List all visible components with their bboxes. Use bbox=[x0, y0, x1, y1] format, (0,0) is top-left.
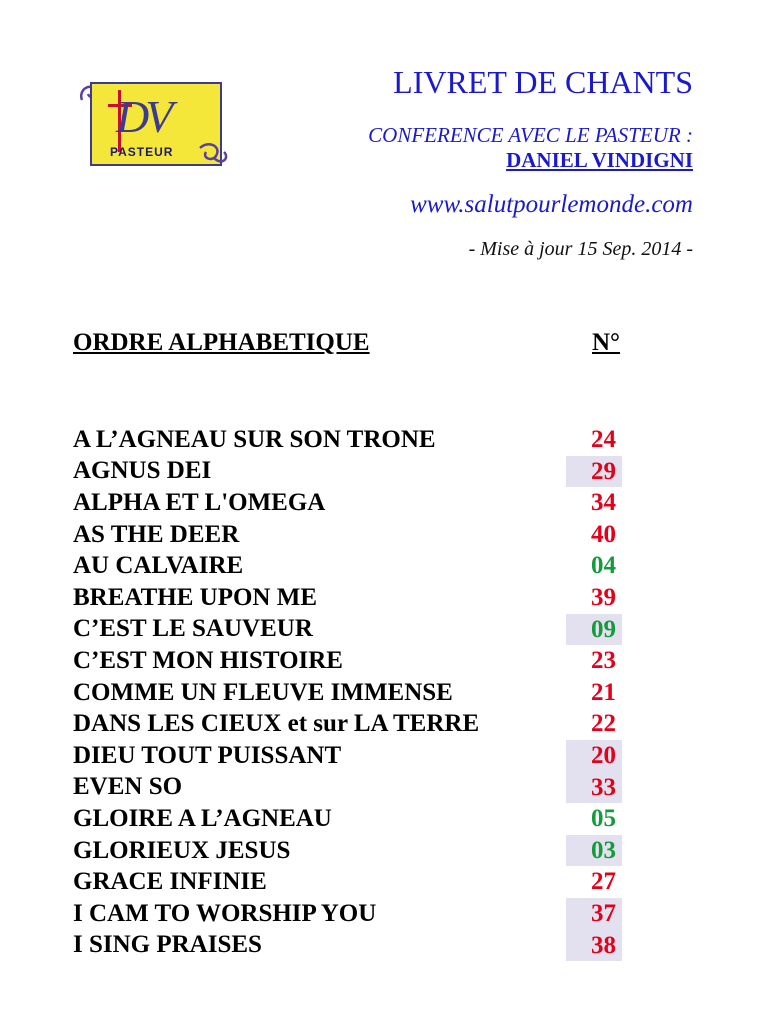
song-row bbox=[73, 487, 633, 519]
pastor-logo bbox=[76, 78, 232, 170]
song-row bbox=[73, 930, 633, 962]
song-title: AS THE DEER bbox=[73, 520, 240, 548]
booklet-title: LIVRET DE CHANTS bbox=[393, 64, 693, 100]
song-title: I SING PRAISES bbox=[73, 931, 262, 959]
song-number: 03 bbox=[566, 835, 622, 867]
song-title: C’EST MON HISTOIRE bbox=[73, 646, 343, 674]
song-number: 04 bbox=[591, 552, 616, 580]
song-title: DIEU TOUT PUISSANT bbox=[73, 741, 342, 769]
song-number: 22 bbox=[591, 710, 616, 738]
flourish-bottom-right-icon bbox=[192, 140, 232, 170]
song-number: 09 bbox=[566, 614, 622, 646]
song-title: BREATHE UPON ME bbox=[73, 583, 317, 611]
song-number: 24 bbox=[591, 426, 616, 453]
alphabetical-order-heading: ORDRE ALPHABETIQUE bbox=[73, 329, 370, 356]
song-title: GLOIRE A L’AGNEAU bbox=[73, 804, 332, 832]
song-title: C’EST LE SAUVEUR bbox=[73, 615, 313, 643]
song-number: 20 bbox=[566, 740, 622, 772]
song-index bbox=[73, 424, 633, 961]
song-number: 34 bbox=[591, 489, 616, 517]
song-row bbox=[73, 772, 633, 804]
song-title: AU CALVAIRE bbox=[73, 552, 244, 580]
song-row bbox=[73, 898, 633, 930]
song-title: AGNUS DEI bbox=[73, 457, 212, 485]
song-number: 37 bbox=[566, 898, 622, 930]
song-title: COMME UN FLEUVE IMMENSE bbox=[73, 678, 453, 706]
song-number: 39 bbox=[591, 583, 616, 611]
song-row bbox=[73, 424, 633, 456]
song-title: GLORIEUX JESUS bbox=[73, 836, 291, 864]
song-row bbox=[73, 803, 633, 835]
song-number: 29 bbox=[566, 456, 622, 488]
conference-subtitle: CONFERENCE AVEC LE PASTEUR : bbox=[368, 123, 693, 147]
song-row bbox=[73, 550, 633, 582]
update-date: - Mise à jour 15 Sep. 2014 - bbox=[468, 238, 693, 260]
speaker-name: DANIEL VINDIGNI bbox=[506, 148, 693, 172]
song-row bbox=[73, 866, 633, 898]
song-number: 21 bbox=[591, 678, 616, 706]
song-row bbox=[73, 835, 633, 867]
song-number: 40 bbox=[591, 520, 616, 548]
song-row bbox=[73, 740, 633, 772]
song-row bbox=[73, 519, 633, 551]
song-title: ALPHA ET L'OMEGA bbox=[73, 488, 326, 516]
logo-monogram: DV bbox=[116, 91, 170, 142]
song-number: 05 bbox=[591, 805, 616, 833]
song-row bbox=[73, 677, 633, 709]
website-link[interactable]: www.salutpourlemonde.com bbox=[410, 191, 693, 218]
song-row bbox=[73, 582, 633, 614]
song-title: GRACE INFINIE bbox=[73, 868, 267, 896]
song-row bbox=[73, 456, 633, 488]
song-title: DANS LES CIEUX et sur LA TERRE bbox=[73, 710, 480, 738]
number-heading: N° bbox=[592, 329, 621, 356]
song-row bbox=[73, 645, 633, 677]
song-number: 38 bbox=[566, 930, 622, 962]
song-number: 33 bbox=[566, 772, 622, 804]
song-title: I CAM TO WORSHIP YOU bbox=[73, 899, 377, 927]
song-title: EVEN SO bbox=[73, 773, 183, 801]
song-title: A L’AGNEAU SUR SON TRONE bbox=[73, 425, 436, 453]
song-row bbox=[73, 614, 633, 646]
logo-label: PASTEUR bbox=[110, 145, 174, 159]
song-number: 27 bbox=[591, 868, 616, 896]
song-row bbox=[73, 708, 633, 740]
song-number: 23 bbox=[591, 647, 616, 675]
